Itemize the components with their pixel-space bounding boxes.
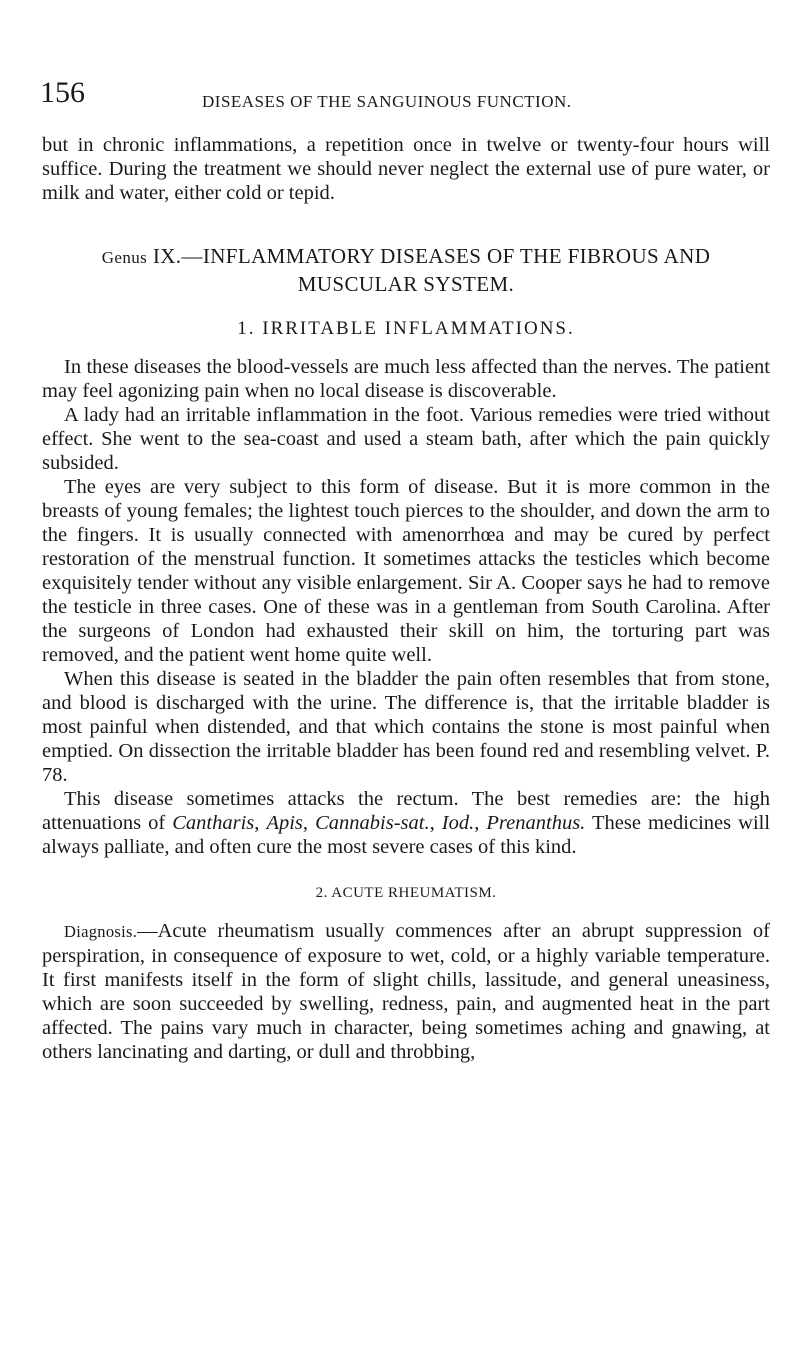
paragraph: The eyes are very subject to this form of disease. But it is more common in the breasts of young females; the lightest touch pierces to the shoulder, and down the arm to the fingers. It is usually connected with amenorrhœa and may be cured by perfect restoration of the menstrual function. It sometimes attacks the testicles which become exquisitely tender without any visible enlargement. Sir A. Cooper says he had to remove the testicle in three cases. One of these was in a gentleman from South Carolina. After the surgeons of London had exhausted their skill on him, the torturing part was removed, and the patient went home quite well. [42,476,770,666]
remedy-name: Iod. [441,812,475,834]
page-number: 156 [40,76,85,109]
separator: , [429,812,442,834]
remedy-name: Apis [266,812,303,834]
genus-prefix: Genus [101,248,148,267]
separator: , [302,812,316,834]
remedies-intro: This disease sometimes attacks the rectum. The best remedies are: the high attenuations of [42,788,770,834]
paragraph: but in chronic inflammations, a repetition once in twelve or twenty-four hours will suffice. During the treatment we should never neglect the external use of pure water, or milk and water, either cold or tepid. [42,134,770,204]
diagnosis-text: —Acute rheumatism usually commences after an abrupt suppression of perspiration, in consequence of exposure to wet, cold, or a highly variable temperature. It first manifests itself in the form of slight chills, lassitude, and general uneasiness, which are soon succeeded by swelling, redness, pain, and augmented heat in the part affected. The pains vary much in character, being sometimes aching and gnawing, at others lancinating and darting, or dull and throbbing, [42,920,770,1063]
separator: , [254,812,267,834]
remedy-name: Cannabis-sat. [315,812,430,834]
remedy-name: Prenanthus. [486,812,586,834]
section-heading-rheumatism: 2. ACUTE RHEUMATISM. [315,885,497,901]
section-heading-irritable: 1. IRRITABLE INFLAMMATIONS. [237,318,575,339]
paragraph-remedies [42,787,770,859]
remedy-name: Cantharis [172,812,255,834]
genus-title: IX.—INFLAMMATORY DISEASES OF THE FIBROUS AND MUSCULAR SYSTEM. [152,244,711,296]
diagnosis-lead: Diagnosis. [64,922,138,941]
genus-heading [42,243,770,297]
running-head: DISEASES OF THE SANGUINOUS FUNCTION. [202,92,572,111]
page-body [42,133,770,1064]
separator: , [474,812,487,834]
paragraph-diagnosis [42,919,770,1064]
paragraph: A lady had an irritable inflammation in the foot. Various remedies were tried without effect. She went to the sea-coast and used a steam bath, after which the pain quickly subsided. [42,404,770,474]
remedies-outro: These medicines will always palliate, and often cure the most severe cases of this kind. [42,812,771,858]
paragraph: In these diseases the blood-vessels are much less affected than the nerves. The patient may feel agonizing pain when no local disease is discoverable. [42,356,770,402]
paragraph: When this disease is seated in the bladder the pain often resembles that from stone, and blood is discharged with the urine. The difference is, that the irritable bladder is most painful when distended, and that which contains the stone is most painful when emptied. On dissection the irritable bladder has been found red and resembling velvet. P. 78. [42,668,770,786]
